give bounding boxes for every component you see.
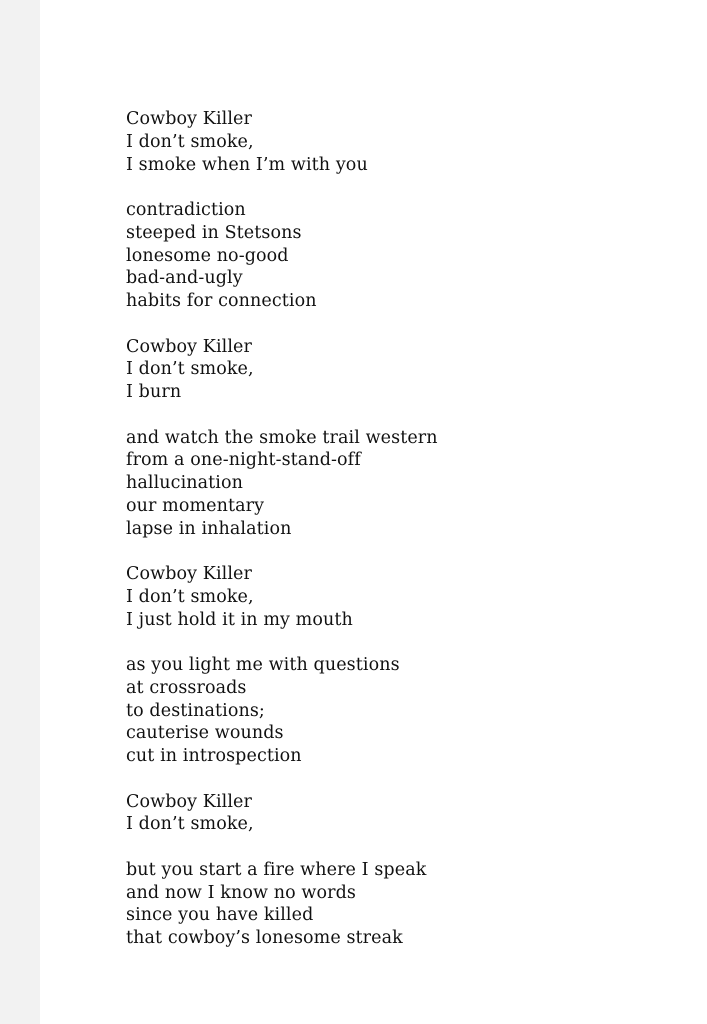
poem-line: steeped in Stetsons: [126, 222, 302, 243]
poem-line: I smoke when I’m with you: [126, 154, 368, 175]
poem-line: I don’t smoke,: [126, 131, 254, 152]
poem-line: I just hold it in my mouth: [126, 609, 353, 630]
poem-line: from a one-night-stand-off: [126, 450, 361, 471]
poem-line: I don’t smoke,: [126, 814, 254, 835]
poem-line: habits for connection: [126, 291, 317, 311]
poem-line: Cowboy Killer: [126, 564, 252, 584]
poem-line: and watch the smoke trail western: [126, 427, 438, 448]
poem-line: our momentary: [126, 495, 265, 516]
poem-line: as you light me with questions: [126, 655, 400, 675]
poem-line: Cowboy Killer: [126, 336, 252, 357]
stanza-8: [126, 859, 666, 950]
stanza-1: [126, 108, 666, 176]
poem-line: I burn: [126, 382, 182, 402]
poem-line: to destinations;: [126, 700, 265, 721]
poem-line: that cowboy’s lonesome streak: [126, 928, 403, 948]
poem-line: bad-and-ugly: [126, 268, 243, 289]
poem-line: I don’t smoke,: [126, 359, 254, 380]
poem-line: since you have killed: [126, 905, 314, 926]
poem-line: cauterise wounds: [126, 723, 284, 744]
poem-line: Cowboy Killer: [126, 109, 252, 129]
poem-line: at crossroads: [126, 677, 247, 698]
stanza-2: [126, 199, 666, 313]
poem: [126, 108, 666, 973]
poem-line: and now I know no words: [126, 882, 356, 903]
document-page: [40, 0, 707, 1024]
stanza-4: [126, 427, 666, 541]
stanza-7: [126, 791, 666, 837]
poem-line: contradiction: [126, 200, 246, 220]
stanza-5: [126, 563, 666, 631]
stanza-3: [126, 336, 666, 404]
poem-line: cut in introspection: [126, 746, 302, 766]
poem-line: lapse in inhalation: [126, 518, 292, 539]
poem-line: lonesome no-good: [126, 245, 289, 266]
poem-line: I don’t smoke,: [126, 586, 254, 607]
poem-line: hallucination: [126, 473, 244, 493]
poem-line: but you start a fire where I speak: [126, 859, 427, 880]
stanza-6: [126, 654, 666, 768]
poem-line: Cowboy Killer: [126, 791, 252, 812]
